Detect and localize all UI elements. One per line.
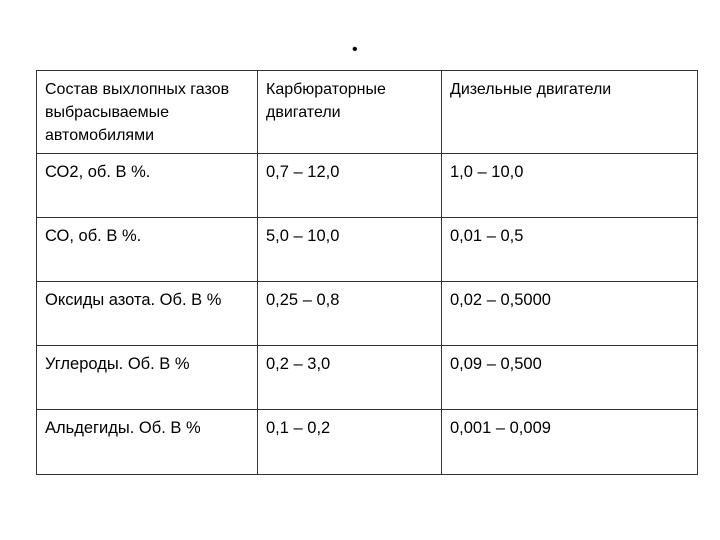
row-label-cell: СО2, об. В %. <box>37 154 258 218</box>
table-row <box>37 218 698 282</box>
row-label-cell: СО, об. В %. <box>37 218 258 282</box>
diesel-value-cell: 0,02 – 0,5000 <box>442 282 698 346</box>
header-cell-composition: Состав выхлопных газов выбрасываемые автомобилями <box>37 71 258 154</box>
carburetor-value-cell: 5,0 – 10,0 <box>258 218 442 282</box>
carburetor-value-cell: 0,2 – 3,0 <box>258 346 442 410</box>
table-row <box>37 346 698 410</box>
slide-bullet: • <box>352 41 358 58</box>
carburetor-value-cell: 0,1 – 0,2 <box>258 410 442 475</box>
header-cell-carburetor: Карбюраторные двигатели <box>258 71 442 154</box>
table-header-row <box>37 71 698 154</box>
diesel-value-cell: 0,01 – 0,5 <box>442 218 698 282</box>
table-row <box>37 410 698 475</box>
diesel-value-cell: 0,09 – 0,500 <box>442 346 698 410</box>
row-label-cell: Оксиды азота. Об. В % <box>37 282 258 346</box>
row-label-cell: Альдегиды. Об. В % <box>37 410 258 475</box>
carburetor-value-cell: 0,7 – 12,0 <box>258 154 442 218</box>
emissions-table <box>36 70 698 475</box>
row-label-cell: Углероды. Об. В % <box>37 346 258 410</box>
carburetor-value-cell: 0,25 – 0,8 <box>258 282 442 346</box>
table-row <box>37 282 698 346</box>
diesel-value-cell: 1,0 – 10,0 <box>442 154 698 218</box>
diesel-value-cell: 0,001 – 0,009 <box>442 410 698 475</box>
table-row <box>37 154 698 218</box>
header-cell-diesel: Дизельные двигатели <box>442 71 698 154</box>
